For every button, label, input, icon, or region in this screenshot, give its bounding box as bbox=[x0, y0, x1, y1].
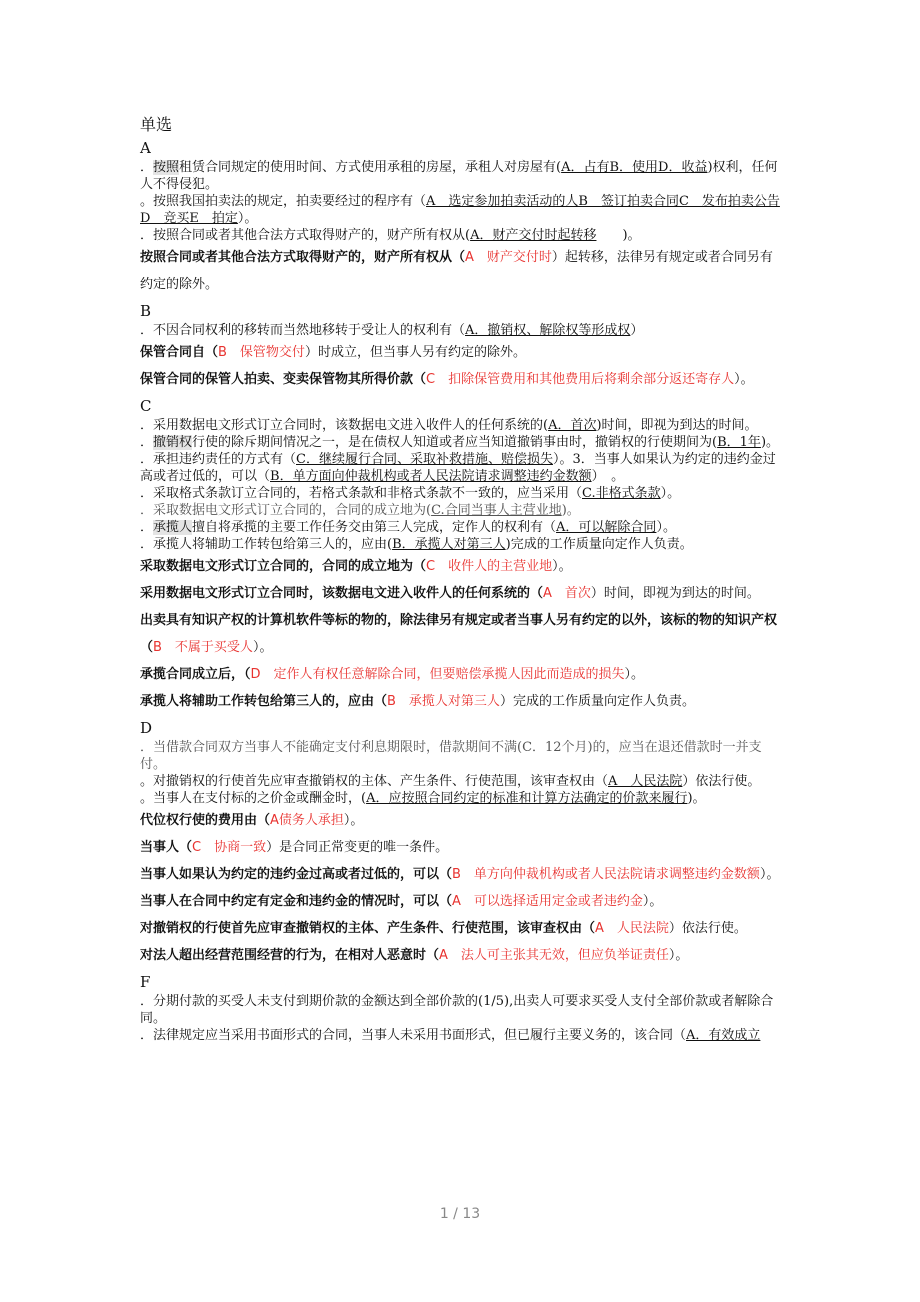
question-line: 。当事人在支付标的之价金或酬金时，(A．应按照合同约定的标准和计算方法确定的价款来履行)。 bbox=[140, 791, 706, 806]
answer-line: 采取数据电文形式订立合同的，合同的成立地为（C 收件人的主营业地）。 bbox=[140, 559, 572, 574]
letter-heading-c: C bbox=[140, 397, 152, 415]
question-line: 。对撤销权的行使首先应审查撤销权的主体、产生条件、行使范围，该审查权由（A 人民法院）依法行使。 bbox=[140, 774, 761, 789]
answer-line: 当事人如果认为约定的违约金过高或者过低的，可以（B 单方向仲裁机构或者人民法院请求调整违约金数额）。 bbox=[140, 867, 780, 882]
section-heading: 单选 bbox=[140, 115, 173, 134]
question-line: ．承揽人将辅助工作转包给第三人的，应由(B．承揽人对第三人)完成的工作质量向定作人负责。 bbox=[140, 537, 693, 552]
question-line: ．承揽人擅自将承揽的主要工作任务交由第三人完成，定作人的权利有（A．可以解除合同）。 bbox=[140, 520, 676, 535]
letter-heading-a: A bbox=[140, 139, 151, 157]
question-line: ．分期付款的买受人未支付到期价款的金额达到全部价款的(1/5),出卖人可要求买受人支付全部价款或者解除合同。 bbox=[140, 994, 774, 1026]
answer-line: 对撤销权的行使首先应审查撤销权的主体、产生条件、行使范围，该审查权由（A 人民法院）依法行使。 bbox=[140, 921, 747, 936]
question-line: ．采用数据电文形式订立合同时，该数据电文进入收件人的任何系统的(A．首次)时间，即视为到达的时间。 bbox=[140, 418, 758, 433]
answer-line: 按照合同或者其他合法方式取得财产的，财产所有权从（A 财产交付时）起转移，法律另有规定或者合同另有约定的除外。 bbox=[140, 250, 773, 292]
answer-line: 当事人在合同中约定有定金和违约金的情况时，可以（A 可以选择适用定金或者违约金）。 bbox=[140, 894, 663, 909]
question-line: ．按照合同或者其他合法方式取得财产的，财产所有权从(A．财产交付时起转移 )。 bbox=[140, 228, 641, 243]
page-number: 1 / 13 bbox=[439, 1206, 481, 1222]
question-line: ．按照租赁合同规定的使用时间、方式使用承租的房屋，承租人对房屋有(A．占有B．使用D．收益)权利，任何人不得侵犯。 bbox=[140, 160, 778, 192]
answer-line: 保管合同的保管人拍卖、变卖保管物其所得价款（C 扣除保管费用和其他费用后将剩余部分返还寄存人）。 bbox=[140, 372, 754, 387]
question-line: ．不因合同权利的移转而当然地移转于受让人的权利有（A．撤销权、解除权等形成权） bbox=[140, 323, 644, 338]
answer-line: 承揽人将辅助工作转包给第三人的，应由（B 承揽人对第三人）完成的工作质量向定作人负责。 bbox=[140, 694, 695, 709]
question-line: ．当借款合同双方当事人不能确定支付利息期限时，借款期间不满(C．12个月)的，应当在退还借款时一并支付。 bbox=[140, 740, 762, 772]
question-line: ．撤销权行使的除斥期间情况之一，是在债权人知道或者应当知道撤销事由时，撤销权的行使期间为(B．1年)。 bbox=[140, 435, 780, 450]
letter-heading-f: F bbox=[140, 973, 151, 991]
answer-line: 承揽合同成立后，（D 定作人有权任意解除合同，但要赔偿承揽人因此而造成的损失）。 bbox=[140, 667, 645, 682]
question-line: ．法律规定应当采用书面形式的合同，当事人未采用书面形式，但已履行主要义务的，该合同（A．有效成立 bbox=[140, 1028, 761, 1043]
answer-line: 代位权行使的费用由（A债务人承担）。 bbox=[140, 813, 364, 828]
answer-line: 保管合同自（B 保管物交付）时成立，但当事人另有约定的除外。 bbox=[140, 345, 526, 360]
answer-line: 当事人（C 协商一致）是合同正常变更的唯一条件。 bbox=[140, 840, 449, 855]
question-line: ．采取格式条款订立合同的，若格式条款和非格式条款不一致的，应当采用（C.非格式条款）。 bbox=[140, 486, 681, 501]
answer-line: 出卖具有知识产权的计算机软件等标的物的，除法律另有规定或者当事人另有约定的以外，该标的物的知识产权（B 不属于买受人）。 bbox=[140, 613, 778, 655]
document-body bbox=[140, 112, 785, 1044]
answer-line: 对法人超出经营范围经营的行为，在相对人恶意时（A 法人可主张其无效，但应负举证责任）。 bbox=[140, 948, 689, 963]
letter-heading-b: B bbox=[140, 302, 152, 320]
question-line: ．采取数据电文形式订立合同的，合同的成立地为(C.合同当事人主营业地)。 bbox=[140, 503, 580, 518]
letter-heading-d: D bbox=[140, 719, 153, 737]
question-line: ．承担违约责任的方式有（C．继续履行合同、采取补救措施、赔偿损失）。3．当事人如果认为约定的违约金过高或者过低的，可以（B．单方面向仲裁机构或者人民法院请求调整违约金数额） 。 bbox=[140, 452, 776, 484]
question-line: 。按照我国拍卖法的规定，拍卖要经过的程序有（A 选定参加拍卖活动的人B 签订拍卖合同C 发布拍卖公告D 竞买E 拍定）。 bbox=[140, 194, 780, 226]
answer-line: 采用数据电文形式订立合同时，该数据电文进入收件人的任何系统的（A 首次）时间，即视为到达的时间。 bbox=[140, 586, 760, 601]
